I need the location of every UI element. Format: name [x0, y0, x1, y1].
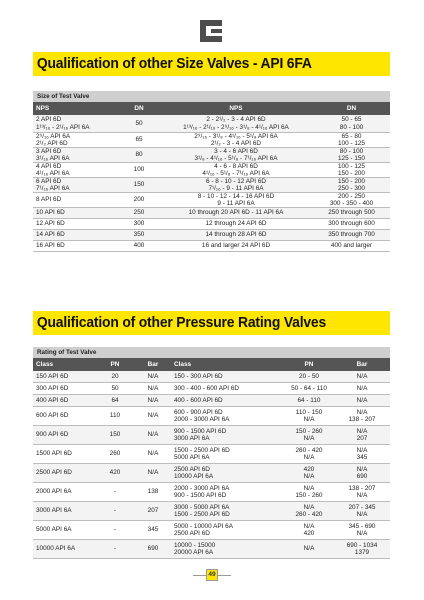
size-valves-table [33, 91, 390, 252]
table-row [33, 230, 390, 241]
cell-bar: 345 [147, 526, 159, 534]
cell-class: 600 API 6D [36, 412, 69, 420]
cell-bar: N/A [147, 431, 159, 439]
cell-class-qualified: 10000 - 15000 20000 API 6A [174, 541, 216, 556]
cell-class: 2000 API 6A [36, 488, 72, 496]
cell-dn-qualified: 100 - 125 150 - 200 [337, 162, 365, 177]
cell-pn-qualified: 420 N/A [303, 465, 315, 480]
cell-pn-qualified: N/A 260 - 420 [295, 503, 323, 518]
cell-bar: 138 [147, 488, 159, 496]
header-dn: DN [134, 104, 144, 112]
cell-dn-qualified: 400 and larger [330, 242, 373, 250]
table-row [33, 395, 390, 407]
cell-pn: 260 [109, 450, 121, 458]
cell-pn-qualified: 64 - 110 [297, 396, 321, 404]
cell-nps-qualified: 8 - 10 - 12 - 14 - 16 API 6D 9 - 11 API 6A [197, 192, 275, 207]
cell-dn-qualified: 150 - 200 250 - 300 [337, 177, 365, 192]
cell-bar-qualified: N/A [356, 372, 368, 380]
header-pn-qualified: PN [304, 360, 314, 368]
cell-dn-qualified: 250 through 500 [328, 209, 375, 217]
cell-class: 400 API 6D [36, 396, 69, 404]
cell-bar-qualified: N/A 138 - 207 [348, 408, 376, 423]
cell-class-qualified: 5000 - 10000 API 6A 2500 API 6D [174, 522, 233, 537]
cell-pn-qualified: 260 - 420 N/A [295, 446, 323, 461]
cell-pn: - [113, 545, 117, 553]
table-row [33, 464, 390, 483]
cell-dn-qualified: 200 - 250 300 - 350 - 400 [329, 192, 374, 207]
cell-dn: 350 [133, 231, 145, 239]
header-bar-qualified: Bar [356, 360, 368, 368]
cell-pn-qualified: N/A 420 [303, 522, 315, 537]
cell-dn: 65 [135, 136, 143, 144]
cell-nps-qualified: 16 and larger 24 API 6D [201, 242, 271, 250]
cell-pn: - [113, 526, 117, 534]
cell-class: 900 API 6D [36, 431, 69, 439]
cell-pn: 150 [109, 431, 121, 439]
cell-class: 10000 API 6A [36, 545, 76, 553]
section-pressure-valves-banner [33, 311, 390, 335]
cell-nps: 4 API 6D 4¹/₁₆ API 6A [36, 162, 70, 177]
header-pn: PN [110, 360, 120, 368]
pressure-rating-table [33, 347, 390, 559]
cell-dn-qualified: 65 - 80 100 - 125 [337, 132, 365, 147]
cell-dn: 250 [133, 209, 145, 217]
table-row [33, 241, 390, 252]
header-class: Class [36, 360, 54, 368]
cell-dn: 200 [133, 196, 145, 204]
table-row [33, 133, 390, 148]
cell-nps-qualified: 2⁹/₁₆ - 3¹/₈ - 4¹/₁₆ - 5¹/₈ API 6A 2¹/₂ - 3 - 4 API 6D [194, 132, 278, 147]
cell-pn: 50 [111, 384, 119, 392]
cell-pn: 110 [109, 412, 121, 420]
header-nps-qualified: NPS [229, 104, 243, 112]
cell-class-qualified: 3000 - 5000 API 6A 1500 - 2500 API 6D [174, 503, 230, 518]
cell-bar: N/A [147, 450, 159, 458]
pressure-table-header [33, 358, 390, 371]
cell-bar-qualified: N/A 690 [356, 465, 368, 480]
cell-dn-qualified: 50 - 65 80 - 100 [339, 116, 364, 131]
table-row [33, 483, 390, 502]
cell-class-qualified: 2000 - 3000 API 6A 900 - 1500 API 6D [174, 484, 230, 499]
table-row [33, 193, 390, 208]
cell-pn: 20 [111, 372, 119, 380]
cell-bar: N/A [147, 384, 159, 392]
cell-dn: 80 [135, 151, 143, 159]
cell-class-qualified: 600 - 900 API 6D 2000 - 3000 API 6A [174, 408, 230, 423]
table-row [33, 208, 390, 219]
cell-nps-qualified: 10 through 20 API 6D - 11 API 6A [188, 209, 284, 217]
table-row [33, 371, 390, 383]
cell-pn-qualified: 20 - 50 [299, 372, 319, 380]
table-row [33, 178, 390, 193]
size-table-caption: Size of Test Valve [33, 91, 390, 102]
cell-class-qualified: 1500 - 2500 API 6D 5000 API 6A [174, 446, 230, 461]
cell-bar-qualified: 138 - 207 N/A [348, 484, 376, 499]
cell-class-qualified: 150 - 300 API 6D [174, 372, 223, 380]
table-row [33, 540, 390, 559]
cell-dn: 100 [133, 166, 145, 174]
cell-class: 3000 API 6A [36, 507, 72, 515]
cell-dn: 300 [133, 220, 145, 228]
cell-class: 5000 API 6A [36, 526, 72, 534]
cell-class-qualified: 2500 API 6D 10000 API 6A [174, 465, 214, 480]
cell-bar-qualified: N/A [356, 384, 368, 392]
cell-bar-qualified: 345 - 690 N/A [348, 522, 376, 537]
cell-bar-qualified: N/A 207 [356, 427, 368, 442]
cell-dn: 150 [133, 181, 145, 189]
cell-class: 2500 API 6D [36, 469, 72, 477]
cell-bar-qualified: 690 - 1034 1379 [346, 541, 378, 556]
cell-bar: 690 [147, 545, 159, 553]
cell-nps: 3 API 6D 3¹/₁₆ API 6A [36, 147, 70, 162]
size-table-body [33, 115, 390, 252]
cell-nps: 14 API 6D [36, 231, 65, 239]
company-logo [200, 20, 222, 42]
cell-dn-qualified: 300 through 600 [328, 220, 375, 228]
cell-nps-qualified: 4 - 6 - 8 API 6D 4¹/₁₆ - 5¹/₈ - 7¹/₁₆ API 6A [202, 162, 270, 177]
cell-pn-qualified: N/A 150 - 260 [295, 484, 323, 499]
cell-pn-qualified: N/A [303, 545, 315, 553]
pressure-table-caption: Rating of Test Valve [33, 347, 390, 358]
header-bar: Bar [147, 360, 159, 368]
cell-nps: 10 API 6D [36, 209, 65, 217]
table-row [33, 383, 390, 395]
cell-bar: N/A [147, 372, 159, 380]
cell-pn-qualified: 50 - 64 - 110 [291, 384, 327, 392]
header-class-qualified: Class [174, 360, 192, 368]
cell-nps: 2 API 6D 1¹³/₁₆ - 2¹/₁₆ API 6A [36, 116, 90, 131]
cell-bar: N/A [147, 396, 159, 404]
header-dn-qualified: DN [346, 104, 357, 112]
cell-nps-qualified: 12 through 24 API 6D [205, 220, 267, 228]
cell-pn-qualified: 150 - 260 N/A [295, 427, 323, 442]
table-row [33, 521, 390, 540]
cell-class-qualified: 900 - 1500 API 6D 3000 API 6A [174, 427, 227, 442]
cell-class-qualified: 300 - 400 - 600 API 6D [174, 384, 240, 392]
section-pressure-valves-title: Qualification of other Pressure Rating Valves [36, 315, 327, 331]
cell-dn: 50 [135, 119, 143, 127]
table-row [33, 163, 390, 178]
cell-nps-qualified: 3 - 4 - 6 API 6D 3¹/₈ - 4¹/₁₆ - 5¹/₈ - 7¹/₁₆ API 6A [194, 147, 278, 162]
cell-class: 1500 API 6D [36, 450, 72, 458]
cell-bar-qualified: N/A [356, 396, 368, 404]
section-size-valves-title: Qualification of other Size Valves - API 6FA [36, 56, 312, 72]
cell-bar-qualified: N/A 345 [356, 446, 368, 461]
cell-dn-qualified: 80 - 100 125 - 150 [337, 147, 365, 162]
table-row [33, 426, 390, 445]
cell-nps: 6 API 6D 7¹/₁₆ API 6A [36, 177, 70, 192]
cell-pn: - [113, 488, 117, 496]
cell-pn: - [113, 507, 117, 515]
cell-class: 300 API 6D [36, 384, 69, 392]
table-row [33, 407, 390, 426]
cell-nps-qualified: 2 - 2¹/₂ - 3 - 4 API 6D 1¹³/₁₆ - 2¹/₁₆ - 2⁹/₁₆ - 3¹/₈ - 4¹/₁₆ API 6A [183, 116, 289, 131]
cell-nps: 2⁹/₁₆ API 6A 2¹/₂ API 6D [36, 132, 71, 147]
cell-nps-qualified: 6 - 8 - 10 - 12 API 6D 7¹/₁₆ - 9 - 11 API 6A [205, 177, 267, 192]
cell-pn: 420 [109, 469, 121, 477]
cell-bar-qualified: 207 - 345 N/A [348, 503, 376, 518]
page-number-tab [193, 567, 231, 583]
header-nps: NPS [36, 104, 50, 112]
cell-nps: 8 API 6D [36, 196, 62, 204]
size-table-header [33, 102, 390, 115]
cell-bar: N/A [147, 469, 159, 477]
table-row [33, 445, 390, 464]
cell-nps: 12 API 6D [36, 220, 65, 228]
table-row [33, 502, 390, 521]
cell-nps: 16 API 6D [36, 242, 65, 250]
cell-dn: 400 [133, 242, 145, 250]
pressure-table-body [33, 371, 390, 559]
section-size-valves-banner [33, 52, 390, 76]
cell-bar: 207 [147, 507, 159, 515]
cell-bar: N/A [147, 412, 159, 420]
page-number: 49 [206, 569, 218, 581]
cell-pn: 64 [111, 396, 119, 404]
cell-dn-qualified: 350 through 700 [328, 231, 375, 239]
table-row [33, 219, 390, 230]
table-row [33, 148, 390, 163]
cell-class: 150 API 6D [36, 372, 69, 380]
cell-class-qualified: 400 - 600 API 6D [174, 396, 223, 404]
cell-pn-qualified: 110 - 150 N/A [295, 408, 323, 423]
table-row [33, 115, 390, 133]
cell-nps-qualified: 14 through 28 API 6D [205, 231, 267, 239]
